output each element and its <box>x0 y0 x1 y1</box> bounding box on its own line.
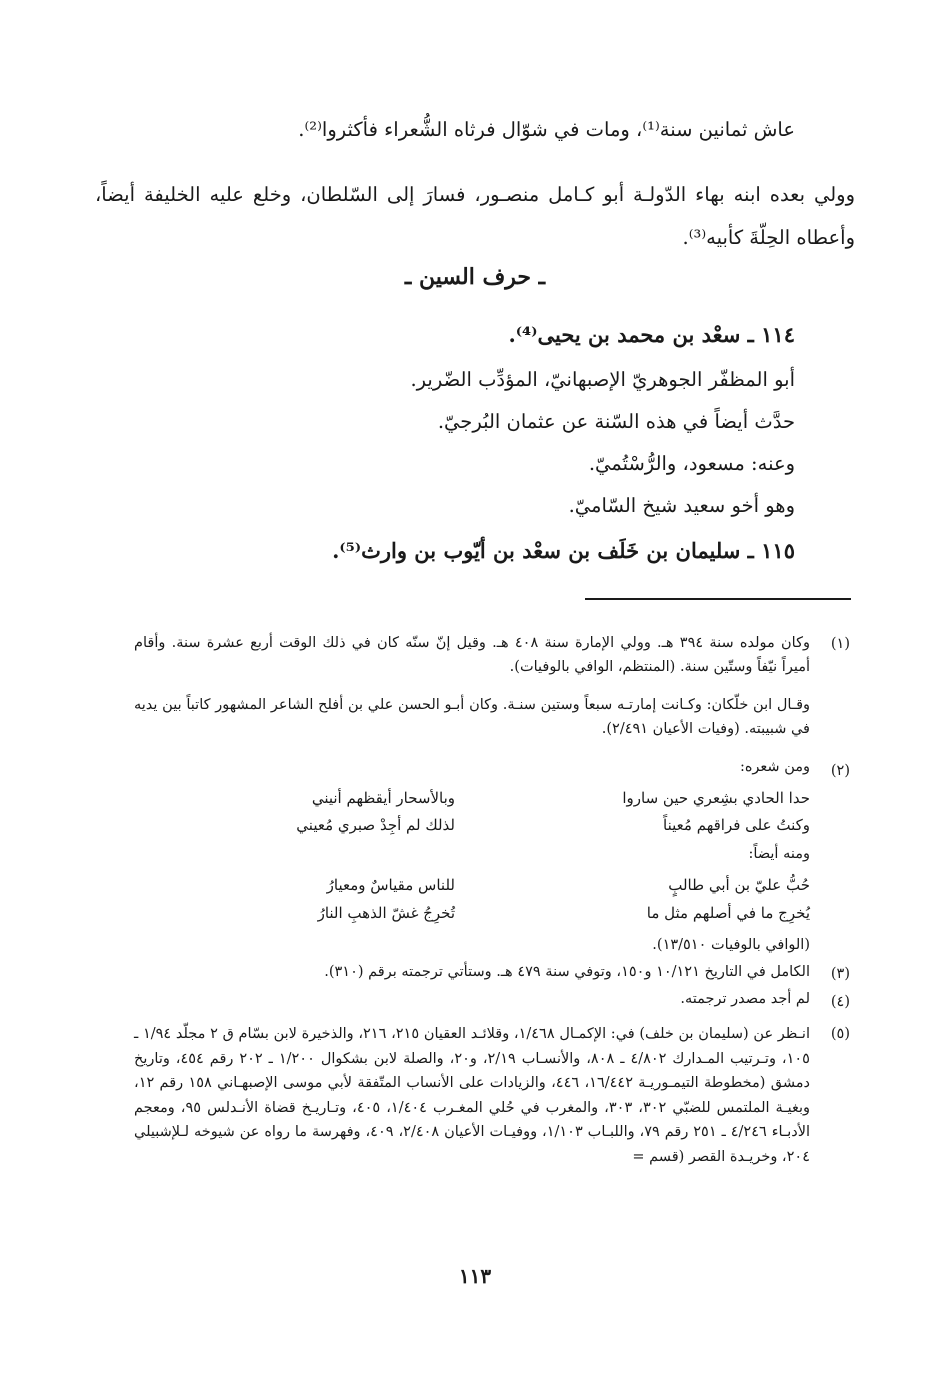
entry-114-title: ١١٤ ـ سعْد بن محمد بن يحيى⁽⁴⁾. <box>508 322 795 347</box>
verse-hemistich: حدا الحادي بشِعري حين ساروا <box>622 789 810 807</box>
footnote-separator <box>585 598 851 600</box>
verse-hemistich: للناس مقياسٌ ومعيارُ <box>326 876 455 894</box>
footnote-number: (٤) <box>830 994 850 1010</box>
entry-115-title: ١١٥ ـ سليمان بن خَلَف بن سعْد بن أيّوب بن وارث⁽⁵⁾. <box>332 538 795 563</box>
footnote-number: (١) <box>830 636 850 652</box>
verse-hemistich: يُخرِج ما في أصلهم مثل ما <box>646 904 810 922</box>
main-paragraph: وولي بعده ابنه بهاء الدّولـة أبو كـامل منصـور، فسارَ إلى السّلطان، وخلع عليه الخليفة أيضاً، وأعطاه الحِلّةَ كأبيه⁽³⁾. <box>95 183 855 249</box>
verse-hemistich: تُخرِجُ غشّ الذهبِ النارُ <box>317 904 455 922</box>
entry-114-line: أبو المظفّر الجوهريّ الإصبهانيّ، المؤدِّب الضّرير. <box>410 368 795 391</box>
footnote-number: (٢) <box>830 763 850 779</box>
footnote-2-intro: ومنه أيضاً: <box>748 846 810 862</box>
verse-hemistich: وكنتُ على فراقهم مُعيناً <box>663 816 810 834</box>
entry-114-line: وعنه: مسعود، والرُّسْتُميّ. <box>588 452 795 475</box>
footnote-2-source: (الوافي بالوفيات ١٣/٥١٠). <box>652 937 810 953</box>
footnote-2-intro: ومن شعره: <box>739 759 810 775</box>
entry-114-line: حدَّث أيضاً في هذه السّنة عن عثمان البُرجيّ. <box>437 410 795 433</box>
verse-hemistich: وبالأسحار أيقظهم أنيني <box>311 789 455 807</box>
footnote-1-text: وكان مولده سنة ٣٩٤ هـ. وولي الإمارة سنة ٤٠٨ هـ. وقيل إنّ سنّه كان في ذلك الوقت أربع عشرة سنة. وأقام أميراً نيّفاً وستّين سنة. (المنتظم، الوافي بالوفيات). <box>134 635 810 675</box>
section-heading: ـ حرف السين ـ <box>404 264 546 290</box>
verse-hemistich: حُبُّ عليّ بن أبي طالبٍ <box>668 876 810 894</box>
footnote-number: (٥) <box>830 1026 850 1042</box>
footnote-number: (٣) <box>830 966 850 982</box>
footnote-3-text: الكامل في التاريخ ١٠/١٢١ و١٥٠، وتوفي سنة ٤٧٩ هـ. وستأتي ترجمته برقم (٣١٠). <box>324 964 810 980</box>
page-number: ١١٣ <box>458 1264 492 1288</box>
entry-114-line: وهو أخو سعيد شيخ السّاميّ. <box>568 494 795 517</box>
footnote-4-text: لم أجد مصدر ترجمته. <box>680 991 810 1007</box>
footnote-1-text: وقـال ابن خلّكان: وكـانت إمارتـه سبعاً وستين سنـة. وكان أبـو الحسن علي بن أفلح الشاعر المشهور كاتباً بين يديه في شبيبته. (وفيات الأعيان ٢/٤٩١). <box>134 697 810 737</box>
main-text-line: عاش ثمانين سنة⁽¹⁾، ومات في شوّال فرثاه الشُّعراء فأكثروا⁽²⁾. <box>298 118 795 141</box>
footnote-5-text: انـظر عن (سليمان بن خلف) في: الإكمـال ١/٤٦٨، وقلائـد العقيان ٢١٥، ٢١٦، والذخيرة لابن بسّام ق ٢ مجلّد ١/٩٤ ـ ١٠٥، وتـرتيب المـدارك ٤/٨٠٢ ـ ٨٠٨، والأنسـاب ٢/١٩، و٢٠، والصلة لابن بشكوال ١/٢٠٠ ـ ٢٠٢ رقم ٤٥٤، وتاريخ دمشق (مخطوطة التيمـوريـة ١٦/٤٤٢، ٤٤٦، والزيادات على الأنساب المتّفقة لأبي موسى الإصبهـاني ١٥٨ رقم ١٢، وبغيـة الملتمس للضبّي ٣٠٢، ٣٠٣، والمغرب في حُلي المغـرب ١/٤٠٤، ٤٠٥، وتـاريـخ قضاة الأنـدلس ٩٥، ومعجم الأدبـاء ٤/٢٤٦ ـ ٢٥١ رقم ٧٩، واللبـاب ١/١٠٣، ووفيـات الأعيان ٢/٤٠٨، ٤٠٩، وفهرسة ما رواه عن شيوخه لـلإشبيلي ٢٠٤، وخريـدة القصر (قسم = <box>134 1026 811 1165</box>
verse-hemistich: لذلك لم أجِدْ صبري مُعيني <box>296 816 455 834</box>
